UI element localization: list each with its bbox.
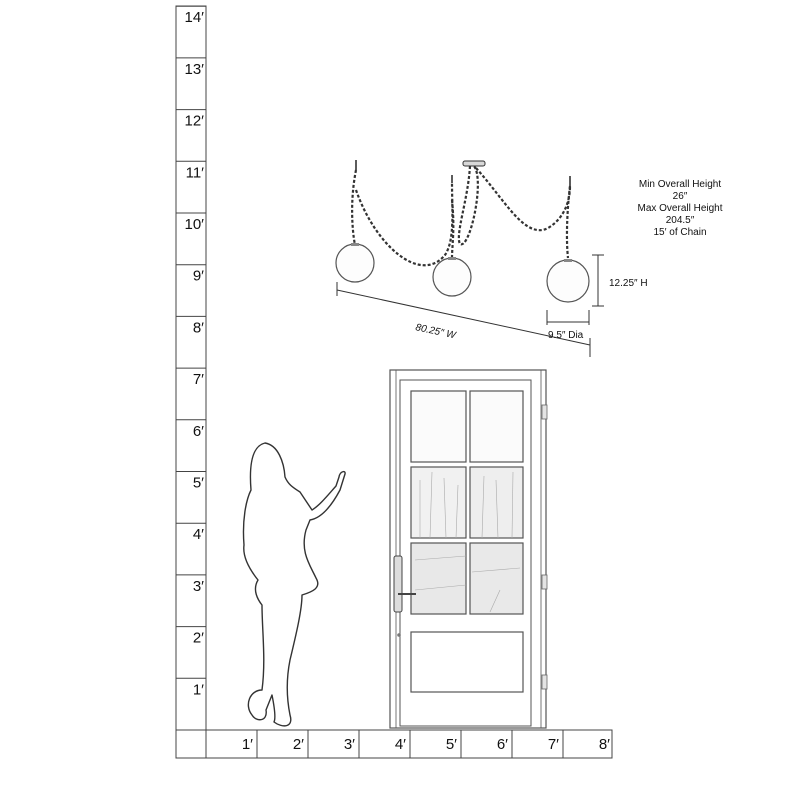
vertical-ruler-label: 3′ (192, 577, 204, 595)
horizontal-ruler-label: 4′ (394, 736, 406, 753)
min-height-value: 26″ (672, 191, 688, 202)
globe-diameter-label: 9.5″ Dia (548, 330, 584, 341)
door-handle (394, 556, 402, 612)
chain (476, 168, 570, 230)
vertical-ruler-label: 5′ (192, 474, 204, 492)
vertical-ruler-label: 11′ (185, 164, 204, 182)
chain-length: 15′ of Chain (653, 227, 707, 238)
door (390, 370, 547, 728)
globe-middle (433, 258, 471, 296)
horizontal-ruler-label: 8′ (598, 736, 610, 753)
vertical-ruler-label: 7′ (192, 371, 204, 389)
max-height-label: Max Overall Height (637, 203, 723, 214)
min-height-label: Min Overall Height (638, 179, 722, 190)
globe-left (336, 244, 374, 282)
door-hinge (542, 405, 547, 419)
horizontal-ruler-label: 5′ (445, 736, 457, 753)
vertical-ruler-label: 4′ (192, 526, 204, 544)
chain (459, 166, 478, 244)
vertical-ruler-label: 1′ (192, 681, 204, 699)
ceiling-canopy (463, 161, 485, 166)
chain (352, 170, 356, 245)
chain (567, 186, 570, 258)
vertical-ruler-label: 2′ (192, 629, 204, 647)
horizontal-ruler-label: 7′ (547, 736, 559, 753)
door-hinge (542, 575, 547, 589)
vertical-ruler-label: 10′ (184, 216, 204, 233)
width-label: 80.25″ W (414, 322, 457, 342)
horizontal-ruler-label: 3′ (343, 736, 355, 753)
vertical-ruler-label: 9′ (192, 267, 204, 285)
vertical-ruler-label: 14′ (184, 9, 204, 27)
vertical-ruler (176, 6, 206, 730)
globe-height-label: 12.25″ H (609, 278, 648, 289)
vertical-ruler-label: 8′ (192, 319, 204, 337)
horizontal-ruler (176, 730, 612, 758)
horizontal-ruler-label: 2′ (292, 736, 304, 753)
horizontal-ruler-label: 1′ (241, 736, 253, 753)
door-hinge (542, 675, 547, 689)
max-height-value: 204.5″ (665, 215, 695, 226)
globe-right (547, 260, 589, 302)
vertical-ruler-label: 6′ (192, 422, 204, 440)
spec-block (637, 179, 722, 238)
pendant-light-fixture (336, 160, 589, 302)
vertical-ruler-label: 12′ (184, 112, 204, 130)
person-silhouette (243, 443, 345, 726)
vertical-ruler-label: 13′ (184, 60, 204, 78)
horizontal-ruler-label: 6′ (496, 736, 508, 753)
